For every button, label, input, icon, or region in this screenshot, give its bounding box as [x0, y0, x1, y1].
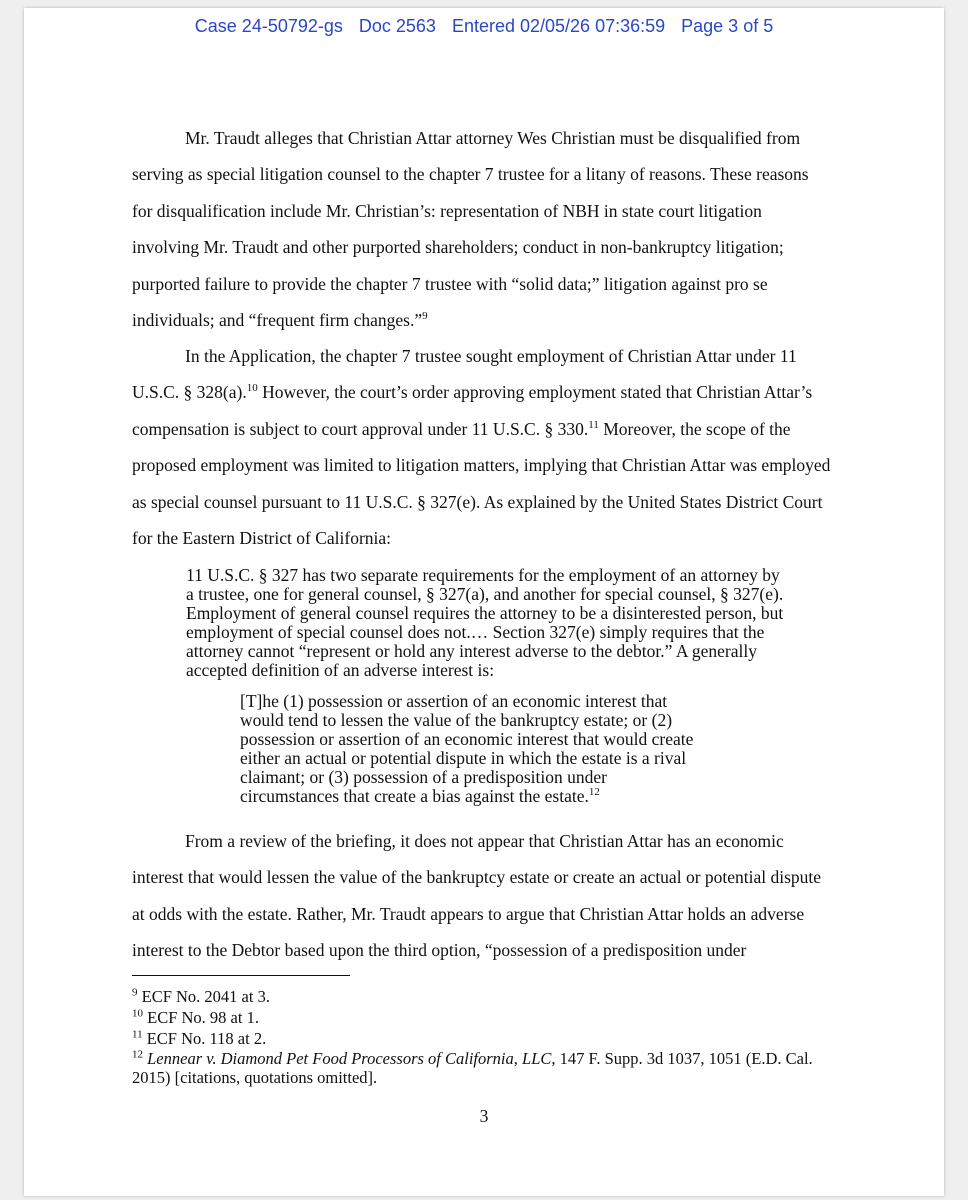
- footnote-9-text: ECF No. 2041 at 3.: [137, 987, 270, 1006]
- footnote-10-text: ECF No. 98 at 1.: [143, 1008, 259, 1027]
- footnote-11-number: 11: [132, 1028, 143, 1041]
- ecf-header: [0, 16, 968, 37]
- page-number: 3: [479, 1106, 489, 1126]
- paragraph-2-text-a: In the Application, the chapter 7 trustee sought employment of Christian Attar under 11 U.S.C. § 328(a).: [132, 346, 797, 403]
- footnote-9-number: 9: [132, 986, 138, 999]
- footnote-10-number: 10: [132, 1007, 143, 1020]
- paragraph-3: From a review of the briefing, it does not appear that Christian Attar has an economic interest that would lessen the value of the bankruptcy estate or create an actual or potential dispute at odds with the estate. Rather, Mr. Traudt appears to argue that Christian Attar holds an adverse interest to the Debtor based upon the third option, “possession of a predisposition under: [132, 831, 822, 961]
- doc-number: Doc 2563: [358, 16, 436, 36]
- footnote-ref-10: 10: [246, 382, 258, 395]
- footnote-ref-12: 12: [588, 786, 600, 799]
- footnote-12-number: 12: [132, 1048, 143, 1061]
- footnote-divider: [132, 975, 350, 976]
- footnote-11-text: ECF No. 118 at 2.: [142, 1029, 267, 1048]
- paragraph-2: [132, 338, 832, 556]
- paragraph-2-text-c: Moreover, the scope of the proposed employment was limited to litigation matters, implying that Christian Attar was employed as special counsel pursuant to 11 U.S.C. § 327(e). As explained by the United States District Court for the Eastern District of California:: [132, 418, 831, 549]
- footnote-9: [132, 987, 270, 1006]
- footnote-10: [132, 1008, 259, 1027]
- footnote-12-text: , 147 F. Supp. 3d 1037, 1051 (E.D. Cal. 2015) [citations, quotations omitted].: [132, 1049, 813, 1087]
- case-number: Case 24-50792-gs: [194, 16, 343, 36]
- footnote-11: [132, 1029, 266, 1048]
- block-quote-2: [240, 692, 710, 806]
- footnote-12-case-name: Lennear v. Diamond Pet Food Processors of California, LLC: [147, 1049, 552, 1068]
- entered-date: Entered 02/05/26 07:36:59: [451, 16, 666, 36]
- footnote-ref-11: 11: [588, 418, 599, 431]
- block-quote-2-text: [T]he (1) possession or assertion of an economic interest that would tend to lessen the value of the bankruptcy estate; or (2) possession or assertion of an economic interest that would create either an actual or potential dispute in which the estate is a rival claimant; or (3) possession of a predisposition under circumstances that create a bias against the estate.: [240, 691, 694, 806]
- page-count: Page 3 of 5: [681, 16, 774, 36]
- paragraph-1-text: Mr. Traudt alleges that Christian Attar attorney Wes Christian must be disqualified from serving as special litigation counsel to the chapter 7 trustee for a litany of reasons. These reasons for disqualification include Mr. Christian’s: representation of NBH in state court litigation involving Mr. Traudt and other purported shareholders; conduct in non-bankruptcy litigation; purported failure to provide the chapter 7 trustee with “solid data;” litigation against pro se individuals; and “frequent firm changes.”: [132, 128, 809, 331]
- footnote-ref-9: 9: [422, 310, 428, 323]
- paragraph-2-text-b: However, the court’s order approving employment stated that Christian Attar’s compensation is subject to court approval under 11 U.S.C. § 330.: [132, 382, 813, 439]
- paragraph-1: [132, 120, 832, 338]
- footnote-12: [132, 1049, 832, 1087]
- block-quote-1: 11 U.S.C. § 327 has two separate requirements for the employment of an attorney by a trustee, one for general counsel, § 327(a), and another for special counsel, § 327(e). Employment of general counsel requires the attorney to be a disinterested person, but employment of special counsel does not.… Section 327(e) simply requires that the attorney cannot “represent or hold any interest adverse to the debtor.” A generally accepted definition of an adverse interest is:: [186, 565, 784, 680]
